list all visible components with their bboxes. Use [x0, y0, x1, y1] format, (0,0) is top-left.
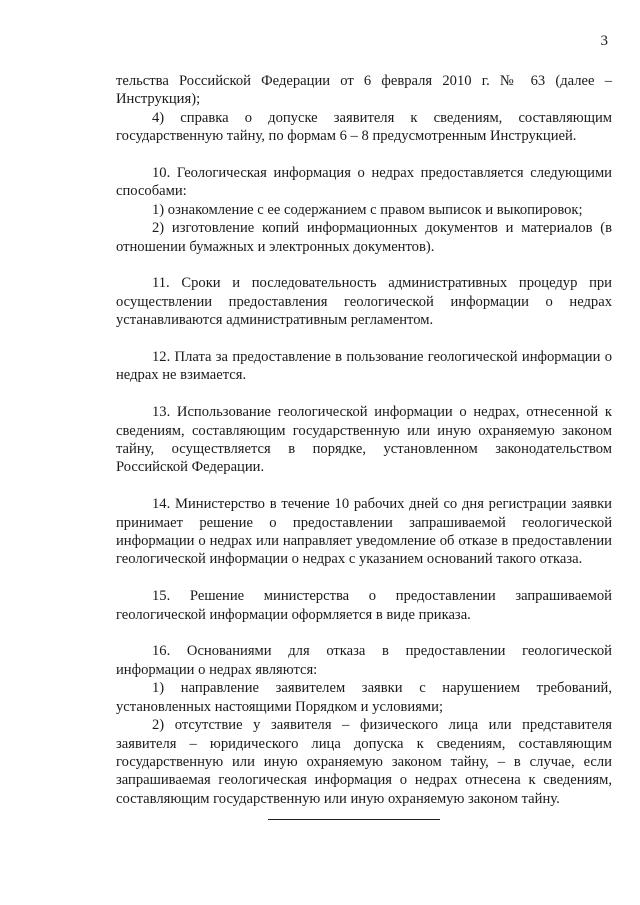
- document-body: [116, 72, 612, 808]
- paragraph: 13. Использование геологической информации о недрах, отнесенной к сведениям, составляющим государственную или иную охраняемую законом тайну, осуществляется в порядке, установленном законодательством Российской Федерации.: [116, 404, 612, 476]
- paragraph: 11. Сроки и последовательность административных процедур при осуществлении предоставления геологической информации о недрах устанавливаются административным регламентом.: [116, 275, 612, 329]
- paragraph: 4) справка о допуске заявителя к сведениям, составляющим государственную тайну, по формам 6 – 8 предусмотренным Инструкцией.: [116, 109, 612, 145]
- paragraph: 1) направление заявителем заявки с нарушением требований, установленных настоящими Порядком и условиями;: [116, 680, 612, 715]
- paragraph: 15. Решение министерства о предоставлении запрашиваемой геологической информации оформляется в виде приказа.: [116, 588, 612, 623]
- paragraph: 10. Геологическая информация о недрах предоставляется следующими способами:: [116, 165, 612, 200]
- paragraph: 2) изготовление копий информационных документов и материалов (в отношении бумажных и электронных документов).: [116, 220, 612, 255]
- paragraph: 2) отсутствие у заявителя – физического лица или представителя заявителя – юридического лица допуска к сведениям, составляющим государственную или иную охраняемую законом тайну, – в случае, если запрашиваемая геологическая информация о недрах отнесена к сведениям, составляющим государственную или иную охраняемую законом тайну.: [116, 717, 612, 807]
- paragraph: 14. Министерство в течение 10 рабочих дней со дня регистрации заявки принимает решение о предоставлении запрашиваемой геологической информации о недрах или направляет уведомление об отказе в предоставлении геологической информации о недрах с указанием оснований такого отказа.: [116, 496, 612, 568]
- paragraph: тельства Российской Федерации от 6 февраля 2010 г. № 63 (далее – Инструкция);: [116, 73, 612, 108]
- separator-line: [268, 819, 440, 820]
- paragraph: 1) ознакомление с ее содержанием с правом выписок и выкопировок;: [152, 201, 583, 218]
- page-number: 3: [600, 33, 608, 49]
- paragraph: 12. Плата за предоставление в пользование геологической информации о недрах не взимается.: [116, 349, 612, 384]
- paragraph: 16. Основаниями для отказа в предоставлении геологической информации о недрах являются:: [116, 643, 612, 678]
